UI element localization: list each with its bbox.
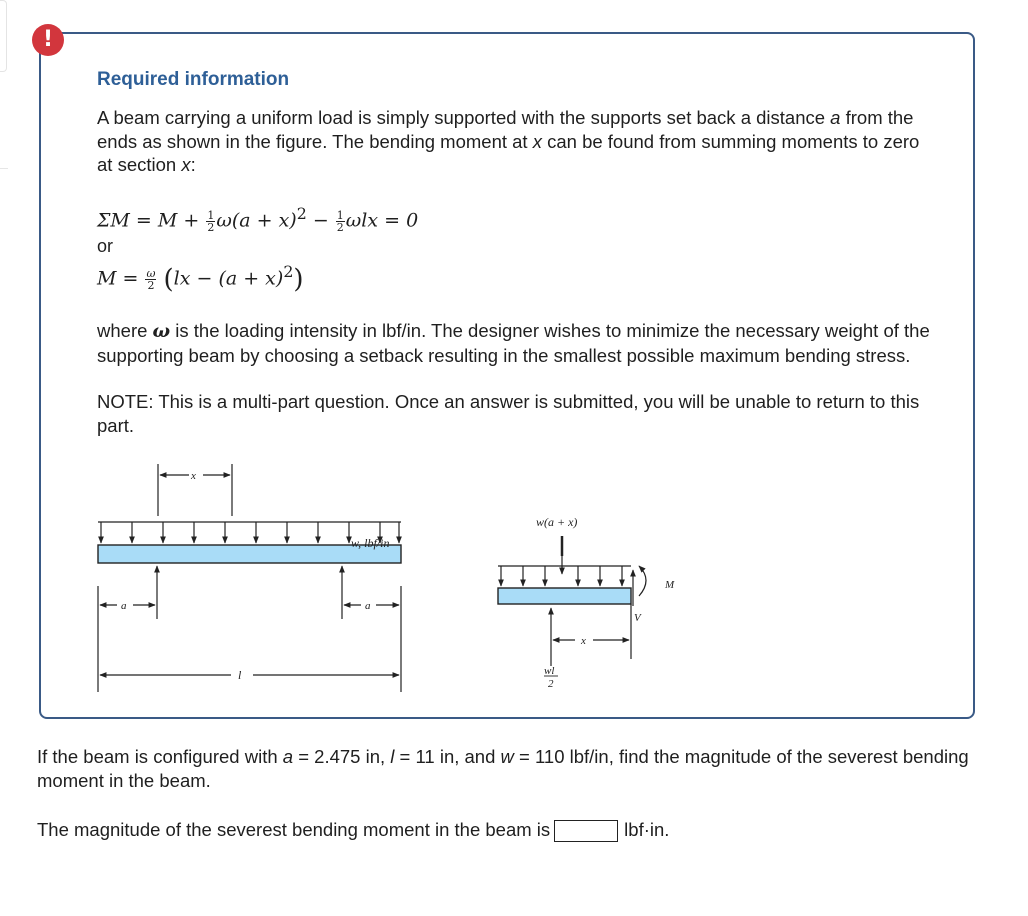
- question-w-value: = 110 lbf/in, find the magnitude of the severest bending moment in the beam.: [37, 746, 969, 791]
- intro-text-2: from the ends as shown in the figure. The bending moment at: [97, 107, 914, 152]
- intro-text-1: A beam carrying a uniform load is simply supported with the supports set back a distance: [97, 107, 831, 128]
- intro-var-x: x: [532, 130, 542, 152]
- eq2-lhs: M =: [97, 267, 145, 290]
- intro-var-x2: x: [181, 154, 191, 175]
- a-left-label: a: [121, 600, 127, 612]
- x-top-label: x: [191, 470, 196, 482]
- eq1-half-1-den: 2: [207, 220, 215, 234]
- eq2-frac-num: ω: [146, 266, 156, 280]
- answer-line: [37, 818, 669, 842]
- shear-label: V: [634, 612, 641, 624]
- question-a-value: = 2.475 in,: [293, 746, 391, 767]
- eq1-half-1: [206, 210, 215, 233]
- resultant-label: w(a + x): [536, 515, 578, 529]
- eq2-body: lx − (a + x): [173, 267, 284, 290]
- desc-text-2: is the loading intensity in lbf/in. The designer wishes to minimize the necessary weight of the supporting beam by choosing a setback resulting in the smallest possible maximum bending stress.: [97, 320, 930, 366]
- eq1-lhs: ΣM = M +: [97, 209, 206, 232]
- eq2-omega-half: [145, 268, 156, 291]
- alert-icon: !: [32, 24, 64, 56]
- a-right-label: a: [365, 600, 371, 612]
- answer-prefix: The magnitude of the severest bending moment in the beam is: [37, 819, 551, 840]
- intro-text-3: can be found from summing moments to zero at section: [97, 130, 920, 175]
- required-information-title: Required information: [97, 69, 290, 90]
- intro-text-4: :: [190, 154, 196, 175]
- bending-moment-input[interactable]: [554, 820, 618, 842]
- eq1-square: 2: [296, 204, 307, 223]
- question-var-l: l: [390, 746, 395, 767]
- moment-label: M: [665, 579, 675, 591]
- required-information-panel: [39, 32, 975, 719]
- note-paragraph: NOTE: This is a multi-part question. Once an answer is submitted, you will be unable to return to this part.: [97, 391, 920, 436]
- l-label: l: [238, 668, 242, 682]
- load-intensity-label: w, lbf/in: [351, 536, 390, 550]
- eq2-square: 2: [283, 262, 294, 281]
- question-text: [37, 745, 1012, 792]
- or-label: or: [97, 236, 114, 256]
- eq1-half-2-num: 1: [336, 208, 344, 222]
- desc-text-1: where: [97, 320, 153, 341]
- intro-paragraph: [97, 106, 927, 177]
- eq1-half-2: [336, 210, 345, 233]
- eq1-term2: ωlx = 0: [345, 209, 419, 232]
- description-paragraph: [97, 319, 947, 367]
- question-var-w: w: [500, 746, 514, 767]
- reaction-label-num: wl: [544, 665, 555, 677]
- question-var-a: a: [282, 746, 294, 767]
- intro-var-a: a: [830, 107, 841, 128]
- moment-equation: [97, 262, 304, 294]
- desc-omega: ω: [152, 321, 171, 342]
- eq1-half-1-num: 1: [207, 208, 215, 222]
- left-edge-tab: [0, 0, 7, 72]
- fbd-x-label: x: [581, 635, 586, 647]
- answer-unit: lbf·in.: [624, 819, 670, 840]
- eq1-half-2-den: 2: [336, 220, 344, 234]
- eq2-frac-den: 2: [147, 278, 155, 292]
- moment-arrow: [639, 566, 646, 596]
- eq1-term1: ω(a + x): [216, 209, 297, 232]
- beam-figure: [93, 454, 675, 704]
- question-text-1: If the beam is configured with: [37, 746, 283, 767]
- eq1-minus: −: [306, 209, 335, 232]
- left-edge-divider: [0, 168, 8, 169]
- eq2-open-paren: (: [163, 264, 174, 295]
- question-l-value: = 11 in, and: [394, 746, 501, 767]
- eq2-close-paren: ): [293, 264, 304, 295]
- moment-sum-equation: [97, 204, 418, 233]
- beam-section: [498, 588, 631, 604]
- reaction-label-den: 2: [548, 678, 554, 690]
